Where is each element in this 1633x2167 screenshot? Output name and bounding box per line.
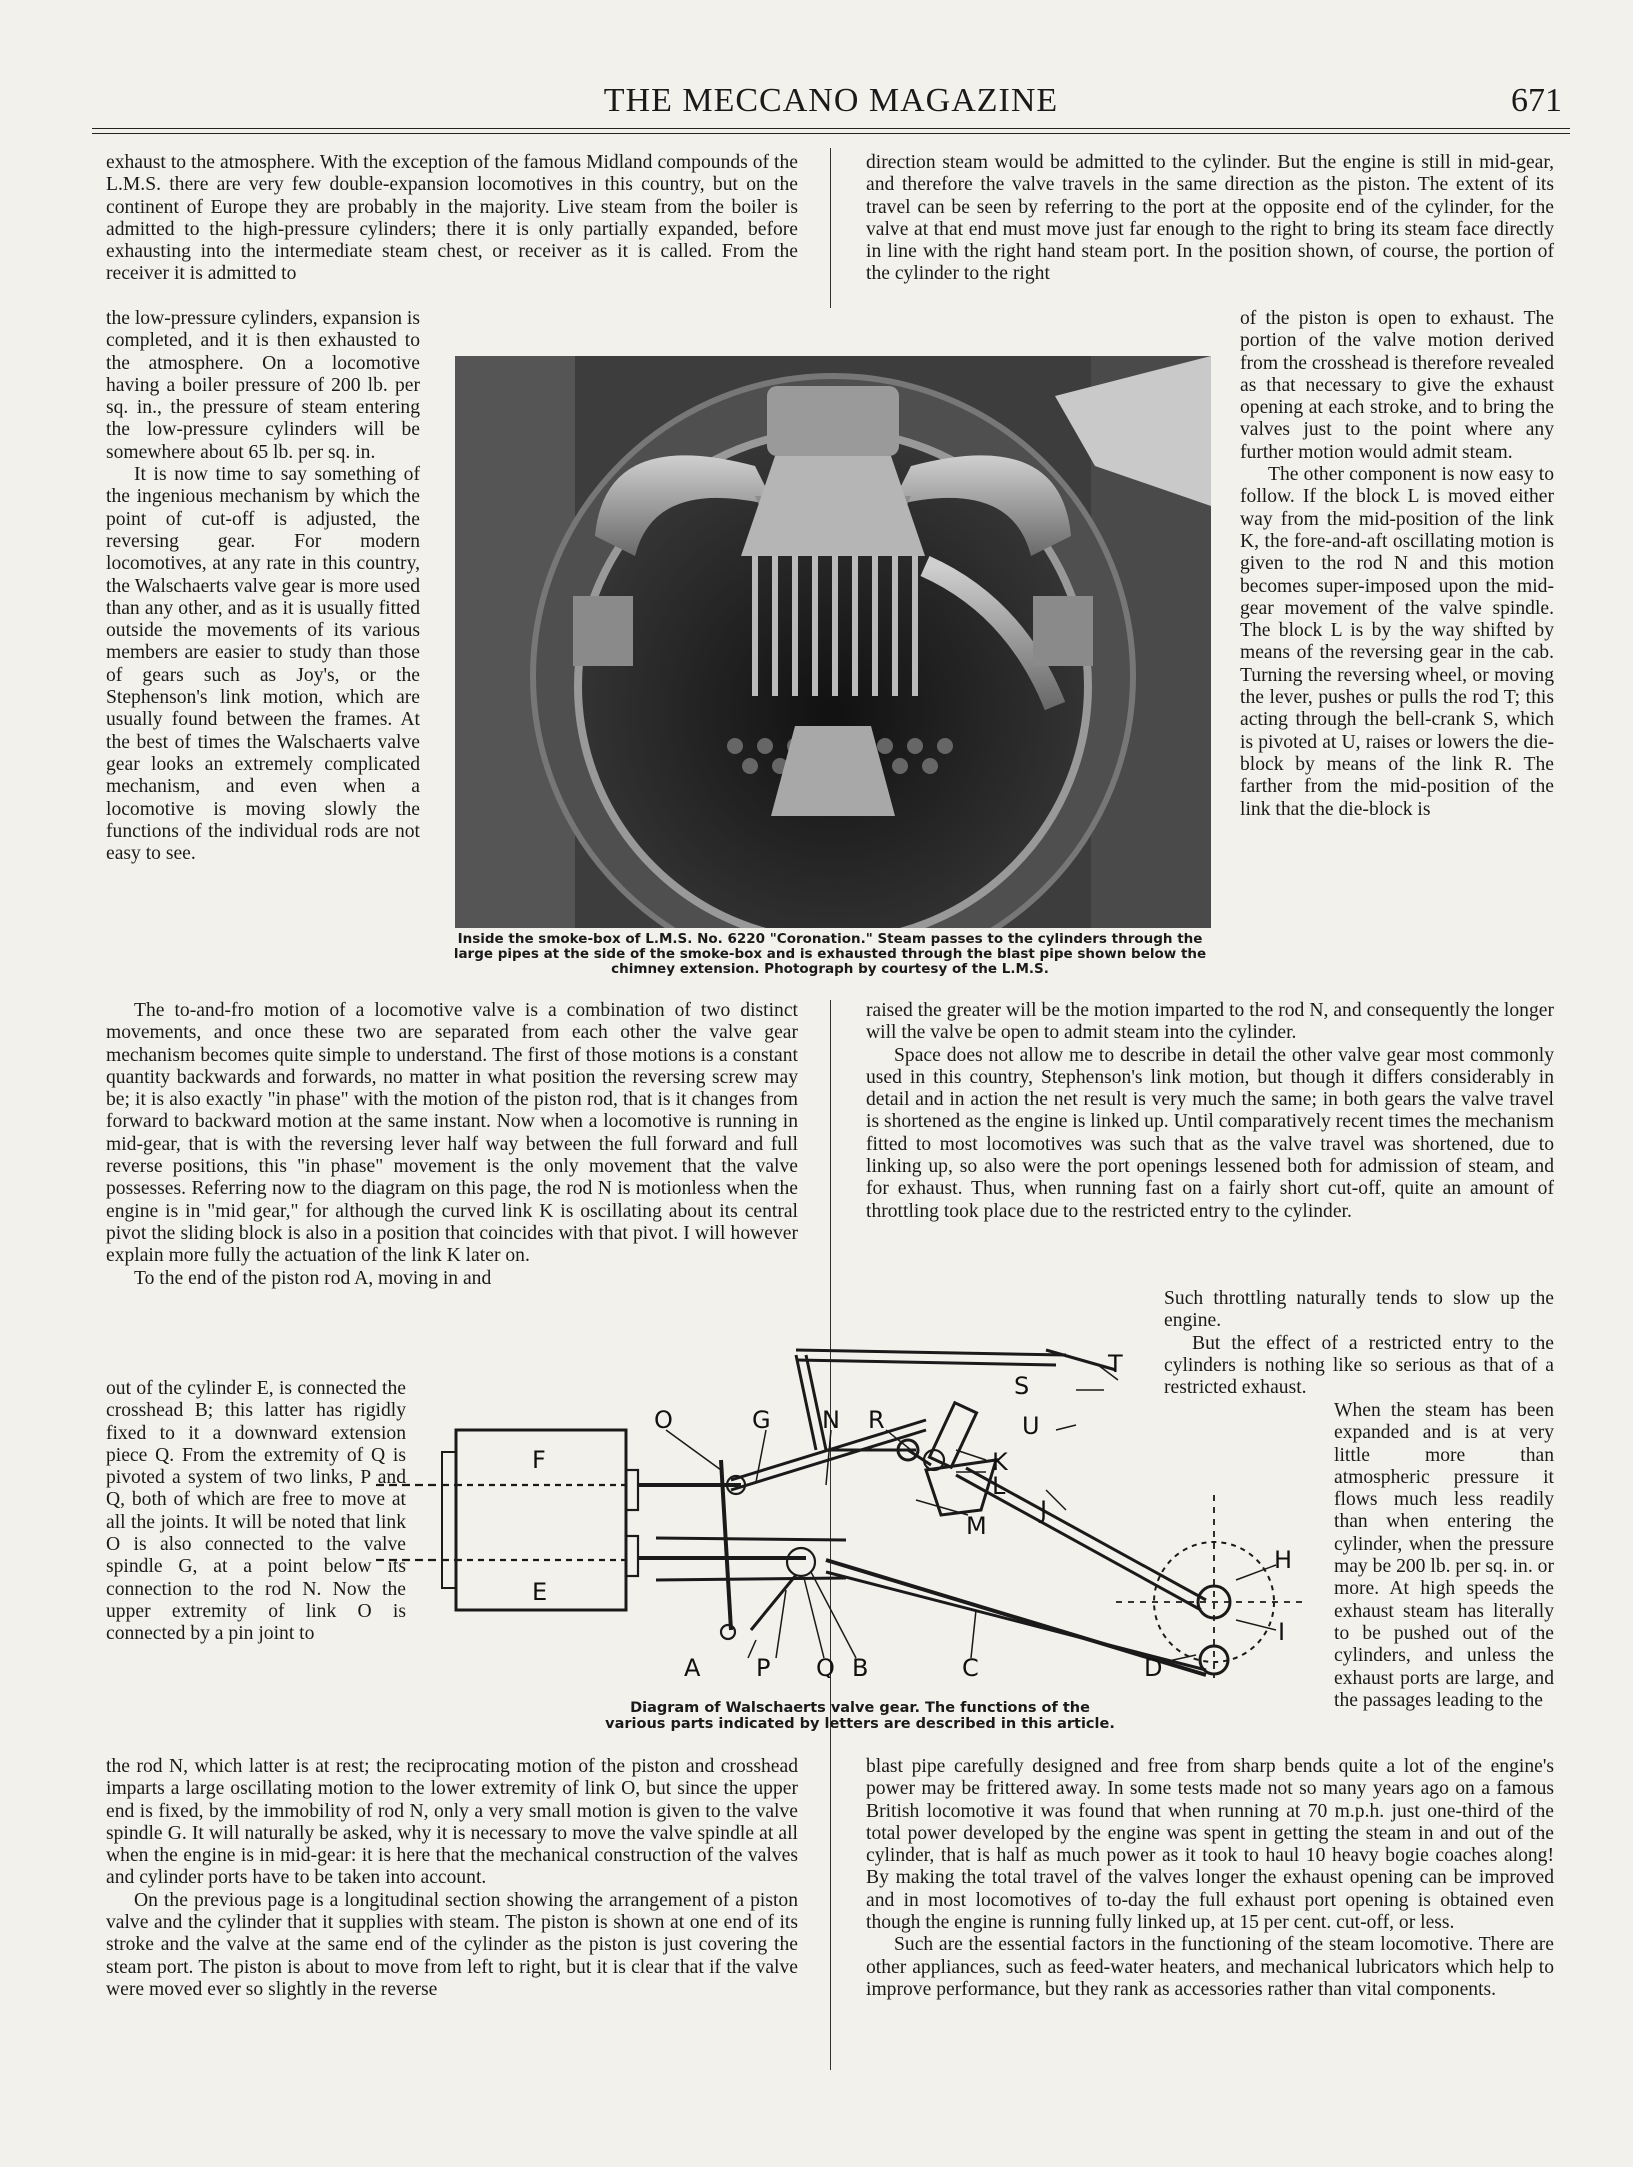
label-n: N xyxy=(822,1406,840,1434)
paragraph: the rod N, which latter is at rest; the reciprocating motion of the piston and crosshead imparts a large oscillating motion to the lower extremity of link O, but since the upper end is fixed, by the immobility of rod N, only a very small motion is given to the valve spindle G. It will naturally be asked, why it is necessary to move the valve spindle at all when the engine is in mid-gear: it is here that the mechanical construction of the valves and cylinder ports have to be taken into account. xyxy=(106,1756,798,1889)
page-number: 671 xyxy=(1511,82,1562,119)
smokebox-photo xyxy=(455,356,1211,928)
col2-narrow3-text xyxy=(1334,1400,1554,1712)
label-j: J xyxy=(1040,1496,1048,1524)
valve-gear-diagram xyxy=(356,1310,1304,1678)
col2-top-text xyxy=(866,152,1554,286)
col2-bottom-text xyxy=(866,1756,1554,2001)
label-p: P xyxy=(756,1654,771,1678)
page-header xyxy=(92,78,1570,128)
paragraph: the low-pressure cylinders, expansion is completed, and it is then exhausted to the atmosphere. On a locomotive having a boiler pressure of 200 lb. per sq. in., the pressure of steam entering the low-pressure cylinders will be somewhere about 65 lb. per sq. in. xyxy=(106,308,420,463)
col1-narrow-text xyxy=(106,308,420,865)
paragraph: It is now time to say something of the ingenious mechanism by which the point of cut-off is adjusted, the reversing gear. For modern locomotives, at any rate in this country, the Walschaerts valve gear is more used than any other, and as it is usually fitted outside the movements of its various members are easier to study than those of gears such as Joy's, or the Stephenson's link motion, which are usually found between the frames. At the best of times the Walschaerts valve gear looks an extremely complicated mechanism, and even when a locomotive is moving slowly the functions of the individual rods are not easy to see. xyxy=(106,464,420,865)
label-s: S xyxy=(1014,1372,1030,1400)
label-m: M xyxy=(966,1512,987,1540)
col1-bottom-text xyxy=(106,1756,798,2001)
photo-caption: Inside the smoke-box of L.M.S. No. 6220 "Coronation." Steam passes to the cylinders through the large pipes at the side of the smoke-box and is exhausted through the blast pipe shown below the chimney extension. Photograph by courtesy of the L.M.S. xyxy=(453,931,1207,977)
label-a: A xyxy=(684,1654,701,1678)
paragraph: But the effect of a restricted entry to the cylinders is nothing like so serious as that of a restricted exhaust. xyxy=(1164,1332,1554,1399)
label-o: O xyxy=(654,1406,673,1434)
smokebox-illustration xyxy=(455,356,1211,928)
paragraph: Such throttling naturally tends to slow up the engine. xyxy=(1164,1288,1554,1332)
paragraph: blast pipe carefully designed and free from sharp bends quite a lot of the engine's power may be frittered away. In some tests made not so many years ago on a famous British locomotive it was found that when running at 70 m.p.h. just one-third of the total power developed by the engine was spent in getting the steam in and out of the cylinder, that is half as much power as it took to haul 10 heavy bogie coaches along! By making the total travel of the valves longer the exhaust opening can be improved and in most locomotives of to-day the full exhaust port opening is obtained even though the engine is running fully linked up, at 15 per cent. cut-off, or less. xyxy=(866,1756,1554,1934)
paragraph: of the piston is open to exhaust. The portion of the valve motion derived from the crosshead is therefore revealed as that necessary to give the exhaust opening at each stroke, and to bring the valves just to the point where any further motion would admit steam. xyxy=(1240,308,1554,463)
col2-narrow-text xyxy=(1240,308,1554,821)
label-h: H xyxy=(1274,1546,1293,1574)
label-t: T xyxy=(1108,1350,1123,1378)
label-d: D xyxy=(1144,1654,1163,1678)
label-f: F xyxy=(532,1446,546,1474)
paragraph: When the steam has been expanded and is at very little more than atmospheric pressure it flows much less readily than when entering the cylinder, when the pressure may be 200 lb. per sq. in. or more. At high speeds the exhaust steam has literally to be pushed out of the cylinders, and unless the exhaust ports are large, and the passages leading to the xyxy=(1334,1400,1554,1711)
paragraph: The other component is now easy to follow. If the block L is moved either way from the mid-position of the link K, the fore-and-aft oscillating motion is given to the rod N and this motion becomes super-imposed upon the mid-gear movement of the valve spindle. The block L is by the way shifted by means of the reversing gear in the cab. Turning the reversing wheel, or moving the lever, pushes or pulls the rod T; this acting through the bell-crank S, which is pivoted at U, raises or lowers the die-block by means of the link R. The farther from the mid-position of the link that the die-block is xyxy=(1240,464,1554,820)
label-c: C xyxy=(962,1654,979,1678)
paragraph: Such are the essential factors in the functioning of the steam locomotive. There are other appliances, such as feed-water heaters, and mechanical lubricators which help to improve performance, but they rank as accessories rather than vital components. xyxy=(866,1934,1554,2000)
paragraph: Space does not allow me to describe in detail the other valve gear most commonly used in this country, Stephenson's link motion, but though it differs considerably in detail and in action the net result is very much the same; in both gears the valve travel is shortened as the engine is linked up. Until comparatively recent times the mechanism fitted to most locomotives was such that as the valve travel was shortened, due to linking up, so also were the port openings lessened both for admission of steam, and for exhaust. Thus, when running fast on a fairly short cut-off, quite an amount of throttling took place due to the restricted entry to the cylinder. xyxy=(866,1044,1554,1222)
label-e: E xyxy=(532,1578,548,1606)
diagram-caption: Diagram of Walschaerts valve gear. The functions of the various parts indicated by letters are described in this article. xyxy=(605,1700,1115,1732)
paragraph: exhaust to the atmosphere. With the exception of the famous Midland compounds of the L.M.S. there are very few double-expansion locomotives in this country, but on the continent of Europe they are probably in the majority. Live steam from the boiler is admitted to the high-pressure cylinders; there it is only partially expanded, before exhausting into the intermediate steam chest, or receiver as it is called. From the receiver it is admitted to xyxy=(106,152,798,285)
header-rule-2 xyxy=(92,133,1570,134)
label-r: R xyxy=(868,1406,885,1434)
paragraph: direction steam would be admitted to the cylinder. But the engine is still in mid-gear, and therefore the valve travels in the same direction as the piston. The extent of its travel can be seen by referring to the port at the opposite end of the cylinder, for the valve at that end must move just far enough to the right to bring its steam face directly in line with the right hand steam port. In the position shown, of course, the portion of the cylinder to the right xyxy=(866,152,1554,285)
paragraph: To the end of the piston rod A, moving in and xyxy=(134,1267,492,1289)
label-k: K xyxy=(992,1448,1008,1476)
magazine-title: THE MECCANO MAGAZINE xyxy=(603,82,1059,119)
col1-mid-text xyxy=(106,1000,798,1290)
paragraph: raised the greater will be the motion imparted to the rod N, and consequently the longer will the valve be open to admit steam into the cylinder. xyxy=(866,1000,1554,1044)
label-q: Q xyxy=(816,1654,835,1678)
label-i: I xyxy=(1278,1618,1286,1646)
paragraph: out of the cylinder E, is connected the crosshead B; this latter has rigidly fixed to it a downward extension piece Q. From the extremity of Q is pivoted a system of two links, P and Q, both of which are free to move at all the joints. It will be noted that link O is also connected to the valve spindle G, at a point below its connection to the rod N. Now the upper extremity of link O is connected by a pin joint to xyxy=(106,1378,406,1645)
paragraph: The to-and-fro motion of a locomotive valve is a combination of two distinct movements, and once these two are separated from each other the valve gear mechanism becomes quite simple to understand. The first of those motions is a constant quantity backwards and forwards, no matter in what position the reversing screw may be; it is also exactly "in phase" with the motion of the piston rod, that is it changes from forward to backward motion at the same instant. Now when a locomotive is running in mid-gear, that is with the reversing lever half way between the full forward and full reverse positions, this "in phase" movement is the only movement that the valve possesses. Referring now to the diagram on this page, the rod N is motionless when the engine is in "mid gear," for although the curved link K is oscillating about its central pivot the sliding block is also in a position that coincides with that pivot. I will however explain more fully the actuation of the link K later on. xyxy=(106,1000,798,1267)
label-g: G xyxy=(752,1406,771,1434)
label-u: U xyxy=(1022,1412,1040,1440)
label-b: B xyxy=(852,1654,869,1678)
column-divider xyxy=(830,148,831,308)
header-rule xyxy=(92,128,1570,129)
label-l: L xyxy=(992,1472,1006,1500)
col2-mid-text xyxy=(866,1000,1554,1223)
paragraph: On the previous page is a longitudinal section showing the arrangement of a piston valve and the cylinder that it supplies with steam. The piston is shown at one end of its stroke and the valve at the same end of the cylinder as the piston is just covering the steam port. The piston is about to move from left to right, but it is clear that if the valve were moved ever so slightly in the reverse xyxy=(106,1889,798,2000)
col1-top-text xyxy=(106,152,798,286)
